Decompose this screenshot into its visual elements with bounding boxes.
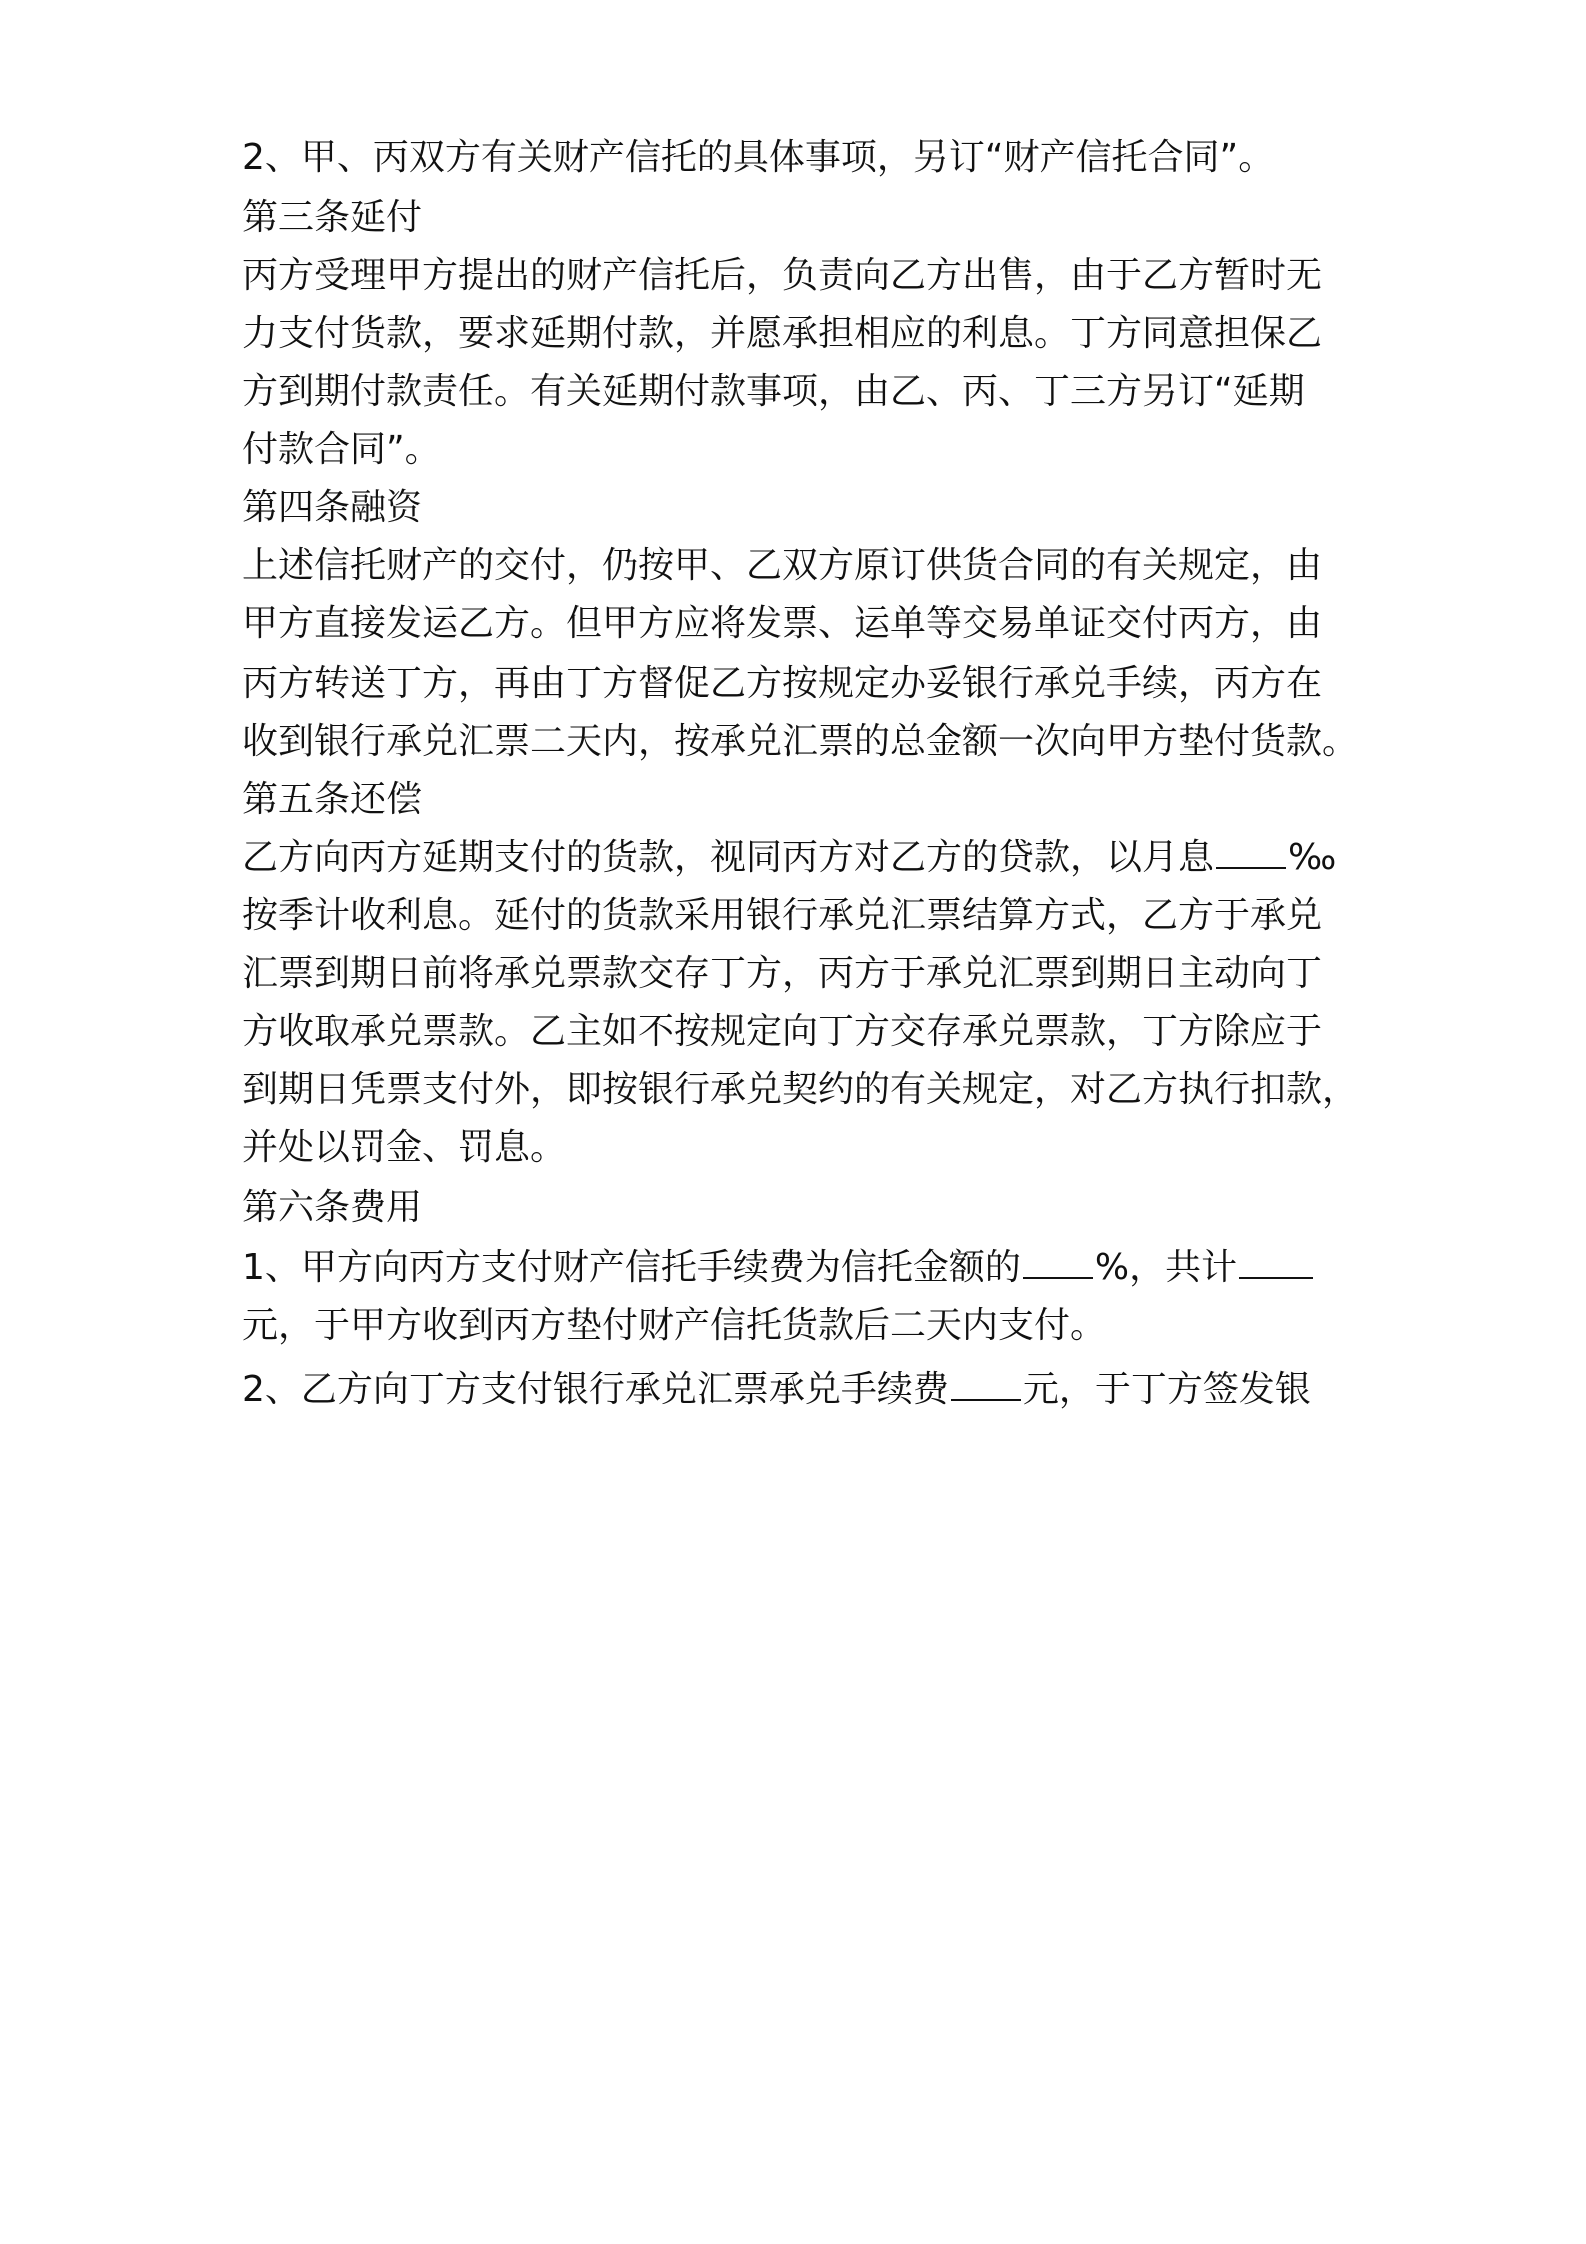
section-heading: 第五条还偿: [242, 779, 423, 820]
paragraph-line: 丙方受理甲方提出的财产信托后，负责向乙方出售，由于乙方暂时无: [242, 255, 1323, 296]
paragraph-line: 方收取承兑票款。乙主如不按规定向丁方交存承兑票款，丁方除应于: [242, 1011, 1323, 1052]
paragraph-text: 2、乙方向丁方支付银行承兑汇票承兑手续费: [242, 1369, 949, 1410]
paragraph-line: 甲方直接发运乙方。但甲方应将发票、运单等交易单证交付丙方，由: [242, 603, 1323, 644]
paragraph-line: [242, 1238, 1362, 1298]
paragraph-line: [242, 828, 1362, 888]
paragraph-line: 付款合同”。: [242, 429, 441, 470]
fill-in-blank: [951, 1365, 1021, 1401]
section-heading: 第六条费用: [242, 1187, 423, 1228]
fill-in-blank: [1023, 1243, 1093, 1279]
paragraph-line: 元，于甲方收到丙方垫付财产信托货款后二天内支付。: [242, 1305, 1107, 1346]
fill-in-blank: [1216, 833, 1286, 869]
paragraph-line: 收到银行承兑汇票二天内，按承兑汇票的总金额一次向甲方垫付货款。: [242, 721, 1359, 762]
paragraph-line: 到期日凭票支付外，即按银行承兑契约的有关规定，对乙方执行扣款，: [242, 1069, 1359, 1110]
paragraph-line: 丙方转送丁方，再由丁方督促乙方按规定办妥银行承兑手续，丙方在: [242, 663, 1323, 704]
paragraph-line: 2、甲、丙双方有关财产信托的具体事项，另订“财产信托合同”。: [242, 137, 1275, 178]
section-heading: 第三条延付: [242, 197, 423, 238]
per-mille-sign: ‰: [1288, 837, 1337, 878]
paragraph-text: %，共计: [1094, 1247, 1238, 1288]
paragraph-line: 方到期付款责任。有关延期付款事项，由乙、丙、丁三方另订“延期: [242, 371, 1305, 412]
section-heading: 第四条融资: [242, 487, 423, 528]
fill-in-blank: [1239, 1243, 1313, 1279]
paragraph-line: [242, 1360, 1362, 1420]
paragraph-text: 1、甲方向丙方支付财产信托手续费为信托金额的: [242, 1247, 1021, 1288]
paragraph-line: 力支付货款，要求延期付款，并愿承担相应的利息。丁方同意担保乙: [242, 313, 1323, 354]
paragraph-text: 乙方向丙方延期支付的货款，视同丙方对乙方的贷款，以月息: [242, 837, 1215, 878]
paragraph-line: 汇票到期日前将承兑票款交存丁方，丙方于承兑汇票到期日主动向丁: [242, 953, 1323, 994]
paragraph-text: 元，于丁方签发银: [1022, 1369, 1311, 1410]
paragraph-line: 按季计收利息。延付的货款采用银行承兑汇票结算方式，乙方于承兑: [242, 895, 1323, 936]
paragraph-line: 并处以罚金、罚息。: [242, 1127, 567, 1168]
paragraph-line: 上述信托财产的交付，仍按甲、乙双方原订供货合同的有关规定，由: [242, 545, 1323, 586]
